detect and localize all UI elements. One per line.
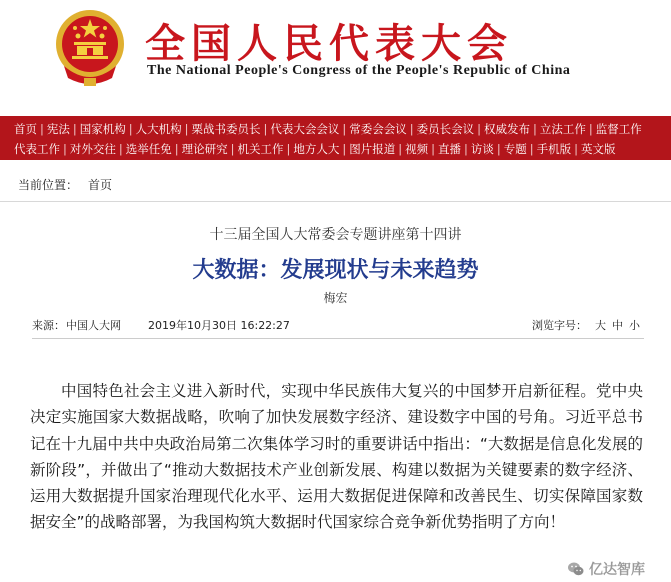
- breadcrumb-label: 当前位置：: [18, 178, 79, 192]
- main-nav: [0, 116, 671, 160]
- font-size-small-button[interactable]: 小: [629, 319, 640, 332]
- breadcrumb: [0, 172, 671, 202]
- article-author: 梅宏: [323, 291, 348, 305]
- font-size-medium-button[interactable]: 中: [612, 319, 623, 332]
- nav-item-video[interactable]: 视频: [405, 142, 429, 156]
- nav-item-topics[interactable]: 专题: [503, 142, 527, 156]
- nav-item-supervision[interactable]: 监督工作: [595, 122, 642, 136]
- nav-row-2: 代表工作 | 对外交往 | 选举任免 | 理论研究 | 机关工作 | 地方人大 | 图片报道 | 视频 | 直播 | 访谈 | 专题 | 手机版 | 英文版: [14, 139, 616, 159]
- nav-item-local-npc[interactable]: 地方人大: [293, 142, 340, 156]
- article-body: 中国特色社会主义进入新时代，实现中华民族伟大复兴的中国梦开启新征程。党中央决定实施国家大数据战略，吹响了加快发展数字经济、建设数字中国的号角。习近平总书记在十九届中共中央政治局第二次集体学习时的重要讲话中指出：“大数据是信息化发展的新阶段”，并做出了“推动大数据技术产业创新发展、构建以数据为关键要素的数字经济、运用大数据提升国家治理现代化水平、运用大数据促进保障和改善民生、切实保障国家数据安全”的战略部署，为我国构筑大数据时代国家综合竞争新优势指明了方向！: [30, 382, 643, 532]
- nav-item-constitution[interactable]: 宪法: [46, 122, 70, 136]
- font-size-large-button[interactable]: 大: [595, 319, 606, 332]
- article-kicker: 十三届全国人大常委会专题讲座第十四讲: [209, 227, 462, 243]
- nav-item-foreign-relations[interactable]: 对外交往: [69, 142, 116, 156]
- watermark-text: 亿达智库: [589, 562, 645, 578]
- font-size-label: 浏览字号：: [532, 319, 587, 332]
- breadcrumb-home-link[interactable]: 首页: [88, 178, 113, 192]
- nav-item-office-work[interactable]: 机关工作: [237, 142, 284, 156]
- nav-item-english[interactable]: 英文版: [581, 142, 616, 156]
- nav-item-elections[interactable]: 选举任免: [125, 142, 172, 156]
- nav-item-chairman[interactable]: 栗战书委员长: [191, 122, 261, 136]
- nav-item-live[interactable]: 直播: [438, 142, 461, 156]
- site-subtitle: The National People's Congress of the People's Republic of China: [147, 63, 571, 78]
- nav-item-theory[interactable]: 理论研究: [181, 142, 228, 156]
- source-label: 来源：: [32, 319, 65, 332]
- nav-item-state-organs[interactable]: 国家机构: [79, 122, 126, 136]
- nav-item-legislation[interactable]: 立法工作: [539, 122, 586, 136]
- article-meta: [32, 313, 644, 339]
- nav-item-releases[interactable]: 权威发布: [484, 122, 530, 136]
- nav-item-home[interactable]: 首页: [14, 122, 37, 136]
- nav-item-council-meetings[interactable]: 委员长会议: [416, 122, 475, 136]
- nav-item-photos[interactable]: 图片报道: [349, 142, 396, 156]
- nav-item-mobile[interactable]: 手机版: [536, 142, 572, 156]
- watermark: [564, 558, 648, 580]
- nav-item-standing-committee[interactable]: 常委会会议: [349, 122, 407, 136]
- nav-item-interviews[interactable]: 访谈: [470, 142, 494, 156]
- nav-item-deputies[interactable]: 代表工作: [14, 142, 60, 156]
- nav-row-1: 首页 | 宪法 | 国家机构 | 人大机构 | 栗战书委员长 | 代表大会会议 | 常委会会议 | 委员长会议 | 权威发布 | 立法工作 | 监督工作: [14, 119, 642, 139]
- site-title[interactable]: 全国人民代表大会: [145, 20, 513, 67]
- wechat-icon: [567, 560, 585, 578]
- article-headline: 大数据：发展现状与未来趋势: [192, 257, 479, 283]
- source-value: 中国人大网: [66, 319, 121, 332]
- nav-item-npc-organs[interactable]: 人大机构: [135, 122, 182, 136]
- site-header: [0, 0, 671, 113]
- nav-item-congress-sessions[interactable]: 代表大会会议: [270, 122, 340, 136]
- national-emblem-icon[interactable]: [50, 6, 130, 88]
- publish-date: 2019年10月30日 16:22:27: [148, 319, 290, 332]
